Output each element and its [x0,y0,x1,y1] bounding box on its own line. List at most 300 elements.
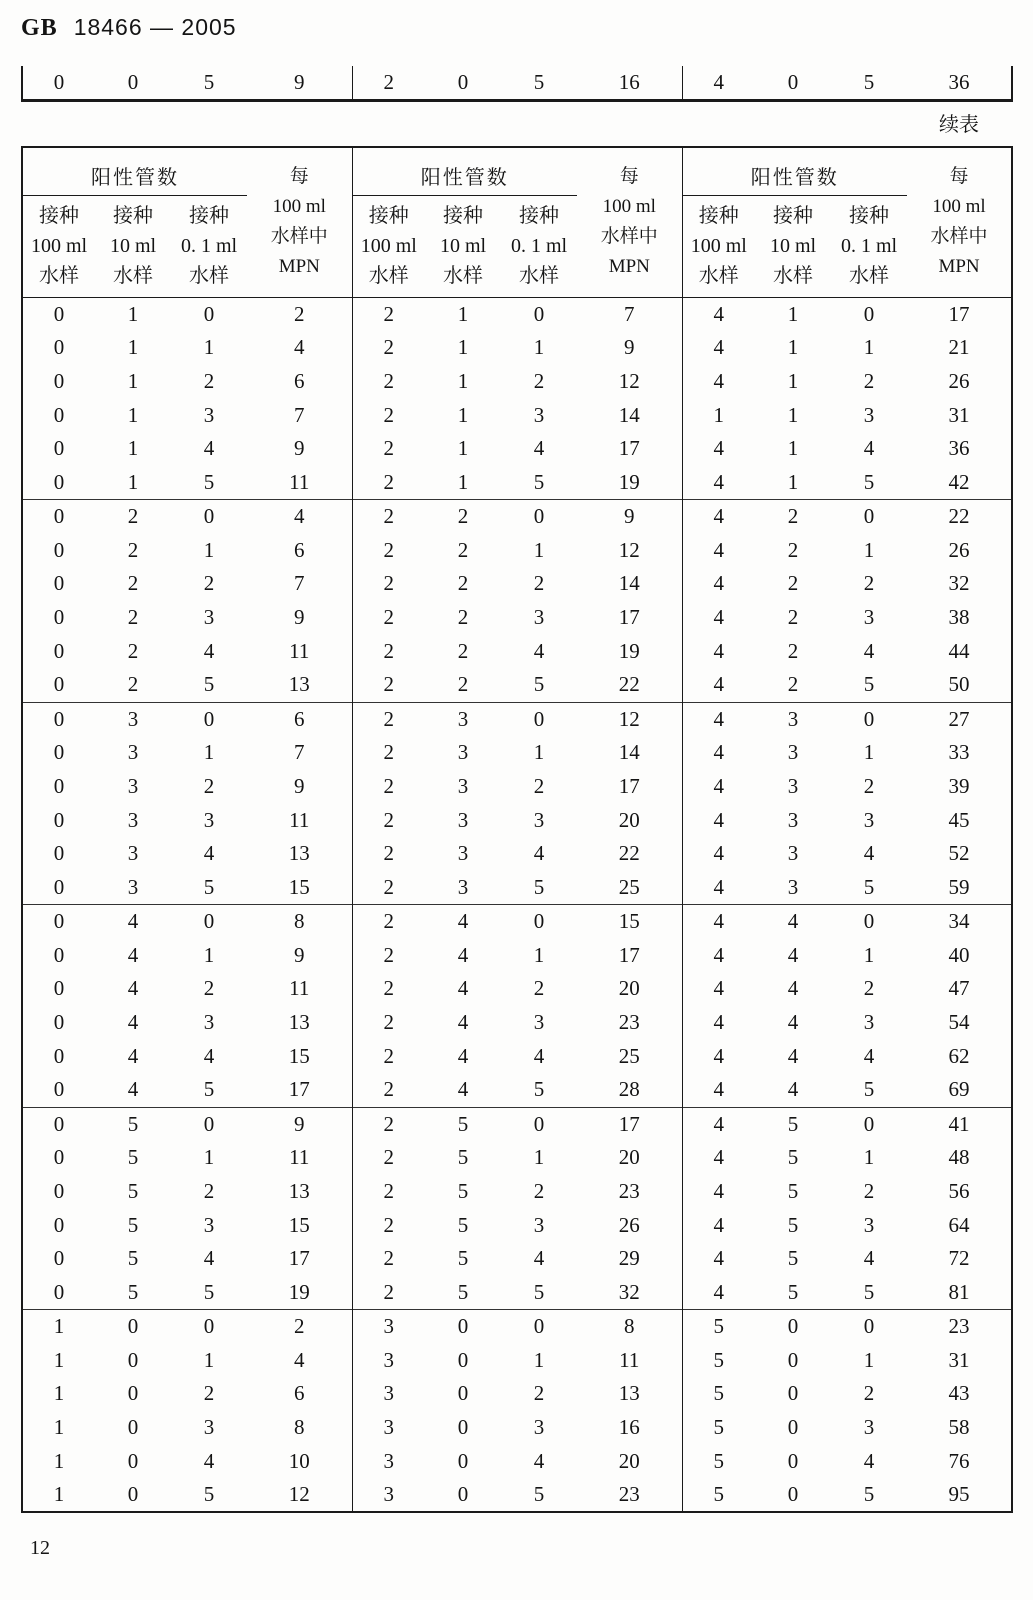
table-cell: 0 [457,1448,469,1473]
table-cell: 5 [863,874,875,899]
table-cell: 3 [352,1343,425,1377]
table-cell: 6 [294,1381,305,1406]
table-cell: 5 [787,1212,799,1237]
table-cell: 4 [682,1242,755,1276]
table-cell: 4 [203,841,215,866]
table-cell: 4 [203,1043,215,1068]
subcol-header-line: 水样 [113,265,153,287]
table-cell: 3 [533,1010,545,1035]
table-cell: 5 [203,1077,215,1102]
table-cell: 2 [533,773,545,798]
table-cell: 2 [352,1006,425,1040]
table-row [22,1107,1012,1141]
table-cell: 2 [127,537,139,562]
table-cell: 19 [618,638,640,663]
table-cell: 20 [618,1145,640,1170]
table-cell: 0 [53,976,65,1001]
table-cell: 4 [682,1040,755,1074]
table-cell: 0 [755,66,831,100]
table-cell: 4 [294,335,305,360]
table-cell: 3 [457,740,469,765]
table-cell: 1 [533,1347,545,1372]
table-row [22,1343,1012,1377]
table-row [22,601,1012,635]
table-cell: 3 [787,874,799,899]
table-cell: 2 [203,1381,215,1406]
header-row-subcolumns [22,195,1012,297]
table-cell: 27 [907,702,1012,736]
table-cell: 5 [457,1279,469,1304]
table-cell: 22 [618,841,640,866]
table-cell: 0 [831,500,907,534]
table-cell: 9 [294,773,305,798]
table-cell: 0 [53,740,65,765]
table-cell: 5 [533,672,545,697]
table-cell: 22 [618,672,640,697]
table-cell: 0 [53,807,65,832]
table-cell: 1 [203,1145,215,1170]
table-cell: 5 [457,1246,469,1271]
table-cell: 5 [863,1077,875,1102]
table-cell: 2 [457,638,469,663]
subcol-header-line: 接种 [189,205,230,227]
page-number: 12 [30,1537,50,1559]
table-cell: 2 [425,500,501,534]
table-cell: 1 [203,537,215,562]
table-cell: 25 [618,1043,640,1068]
table-cell: 5 [203,672,215,697]
table-cell: 0 [831,1310,907,1344]
table-cell: 42 [948,469,970,494]
table-cell: 0 [53,1043,65,1068]
table-cell: 3 [787,740,799,765]
inoculate-100ml-header [22,195,95,297]
table-cell: 4 [203,1246,215,1271]
table-cell: 6 [294,537,305,562]
table-cell: 20 [618,976,640,1001]
mpn-header-line: MPN [608,256,650,278]
table-cell: 5 [501,66,577,100]
subcol-header-line: 10 ml [769,235,817,257]
subcol-header-line: 100 ml [690,235,747,257]
table-cell: 4 [682,466,755,500]
table-cell: 1 [863,1347,875,1372]
table-cell: 9 [247,1107,352,1141]
table-cell: 5 [863,1482,875,1507]
table-cell: 4 [682,500,755,534]
table-cell: 0 [53,571,65,596]
table-cell: 2 [352,500,425,534]
table-cell: 5 [682,1445,755,1479]
table-cell: 1 [863,537,875,562]
table-cell: 4 [682,1006,755,1040]
table-cell: 0 [787,1381,799,1406]
table-cell: 0 [831,905,907,939]
table-cell: 5 [457,1212,469,1237]
table-cell: 4 [682,331,755,365]
table-row [22,500,1012,534]
table-cell: 2 [533,976,545,1001]
table-cell: 4 [127,1043,139,1068]
table-cell: 25 [618,874,640,899]
table-cell: 4 [682,770,755,804]
table-row [22,1411,1012,1445]
table-cell: 2 [203,976,215,1001]
table-cell: 4 [247,500,352,534]
carryover-row [22,66,1012,100]
table-cell: 5 [682,1310,755,1344]
table-row [22,635,1012,669]
table-cell: 3 [352,1411,425,1445]
table-cell: 11 [619,1347,640,1372]
table-cell: 26 [948,368,970,393]
subcol-header-line: 100 ml [360,235,417,257]
mpn-header-line: 每 [289,166,309,188]
table-cell: 16 [577,66,682,100]
table-cell: 2 [787,605,799,630]
table-cell: 2 [247,1310,352,1344]
table-cell: 1 [127,469,139,494]
table-cell: 3 [352,1478,425,1512]
table-cell: 3 [95,702,171,736]
subcol-header-line: 接种 [39,205,79,227]
table-cell: 2 [352,871,425,905]
table-cell: 4 [457,1077,469,1102]
table-cell: 54 [948,1010,970,1035]
table-cell: 3 [755,702,831,736]
mpn-header-line: 水样中 [270,226,328,248]
table-cell: 38 [948,605,970,630]
table-cell: 2 [457,672,469,697]
table-cell: 1 [53,1381,65,1406]
table-cell: 4 [787,1077,799,1102]
table-cell: 13 [288,1010,310,1035]
table-cell: 0 [53,638,65,663]
table-cell: 2 [203,773,215,798]
table-cell: 3 [457,874,469,899]
table-cell: 3 [863,1212,875,1237]
table-cell: 0 [787,1448,799,1473]
table-row [22,1208,1012,1242]
table-cell: 2 [352,601,425,635]
table-cell: 62 [948,1043,970,1068]
table-cell: 3 [203,807,215,832]
table-cell: 2 [352,1242,425,1276]
table-cell: 3 [533,402,545,427]
table-cell: 4 [682,66,755,100]
table-cell: 0 [53,1246,65,1271]
table-cell: 0 [425,1310,501,1344]
subcol-header-line: 接种 [443,205,484,227]
table-cell: 3 [127,874,139,899]
table-cell: 0 [457,1347,469,1372]
table-row [22,972,1012,1006]
table-cell: 0 [53,874,65,899]
table-cell: 2 [352,1141,425,1175]
table-cell: 1 [533,537,545,562]
table-cell: 2 [247,297,352,331]
table-cell: 4 [682,567,755,601]
table-row [22,466,1012,500]
table-cell: 0 [501,1107,577,1141]
table-cell: 58 [948,1415,970,1440]
table-cell: 6 [247,702,352,736]
table-cell: 7 [294,402,305,427]
table-cell: 1 [682,398,755,432]
table-cell: 5 [682,1343,755,1377]
table-cell: 5 [203,1482,215,1507]
table-cell: 4 [863,841,875,866]
table-cell: 0 [831,702,907,736]
table-cell: 4 [682,365,755,399]
table-cell: 4 [863,1448,875,1473]
table-cell: 0 [171,905,247,939]
table-cell: 3 [787,841,799,866]
table-cell: 3 [787,773,799,798]
table-cell: 0 [53,402,65,427]
table-cell: 4 [682,601,755,635]
table-cell: 4 [294,1347,305,1372]
table-cell: 5 [682,1377,755,1411]
table-cell: 0 [457,1415,469,1440]
positive-tubes-header: 阳性管数 [22,147,247,195]
table-cell: 4 [682,432,755,466]
table-cell: 2 [352,938,425,972]
table-cell: 44 [948,638,970,663]
table-cell: 7 [577,297,682,331]
table-row [22,938,1012,972]
table-cell: 0 [457,1381,469,1406]
table-row [22,1040,1012,1074]
table-cell: 0 [22,500,95,534]
mpn-header-line: MPN [278,256,320,278]
table-cell: 0 [127,1482,139,1507]
table-cell: 19 [618,469,640,494]
table-cell: 2 [352,770,425,804]
table-cell: 2 [352,635,425,669]
table-cell: 4 [682,635,755,669]
table-cell: 4 [425,905,501,939]
positive-tubes-header: 阳性管数 [352,147,577,195]
table-cell: 64 [948,1212,970,1237]
table-row [22,905,1012,939]
table-cell: 9 [624,335,635,360]
table-cell: 3 [352,1445,425,1479]
table-cell: 16 [618,1415,640,1440]
table-cell: 0 [22,297,95,331]
table-cell: 2 [352,365,425,399]
table-cell: 15 [577,905,682,939]
table-cell: 31 [948,402,970,427]
inoculate-0p1ml-header [831,195,907,297]
table-cell: 5 [533,1482,545,1507]
subcol-header-line: 100 ml [30,235,88,257]
subcol-header-line: 接种 [113,205,153,227]
table-cell: 0 [95,66,171,100]
table-cell: 3 [457,773,469,798]
inoculate-0p1ml-header [171,195,247,297]
table-cell: 22 [907,500,1012,534]
table-cell: 4 [533,436,545,461]
table-cell: 0 [53,1145,65,1170]
table-cell: 5 [787,1279,799,1304]
table-cell: 3 [533,605,545,630]
table-cell: 2 [352,1073,425,1107]
table-cell: 2 [352,1208,425,1242]
table-cell: 2 [352,702,425,736]
table-cell: 4 [682,1208,755,1242]
table-cell: 5 [533,1077,545,1102]
table-cell: 0 [127,1347,139,1372]
table-cell: 0 [53,1212,65,1237]
table-cell: 47 [948,976,970,1001]
table-cell: 5 [95,1107,171,1141]
table-cell: 13 [288,841,310,866]
table-cell: 31 [948,1347,970,1372]
table-cell: 95 [948,1482,970,1507]
table-row [22,297,1012,331]
table-cell: 4 [682,297,755,331]
table-cell: 3 [127,740,139,765]
table-cell: 4 [127,1077,139,1102]
table-cell: 5 [127,1212,139,1237]
table-cell: 3 [863,807,875,832]
table-cell: 1 [457,469,469,494]
table-cell: 0 [501,702,577,736]
table-cell: 1 [787,368,799,393]
table-cell: 14 [618,740,640,765]
table-cell: 5 [203,469,215,494]
table-cell: 2 [352,331,425,365]
table-cell: 2 [863,1381,875,1406]
mpn-header-line: 水样中 [930,226,988,248]
table-cell: 2 [127,605,139,630]
table-cell: 5 [203,1279,215,1304]
table-row [22,803,1012,837]
table-cell: 3 [203,1010,215,1035]
table-cell: 12 [618,537,640,562]
table-cell: 5 [533,469,545,494]
table-cell: 2 [352,66,425,100]
subcol-header-line: 水样 [773,265,814,287]
inoculate-100ml-header [682,195,755,297]
table-cell: 33 [948,740,970,765]
subcol-header-line: 接种 [698,205,739,227]
table-cell: 39 [948,773,970,798]
table-cell: 4 [682,702,755,736]
table-cell: 1 [457,436,469,461]
table-cell: 23 [907,1310,1012,1344]
table-cell: 4 [682,736,755,770]
table-cell: 76 [948,1448,970,1473]
table-row [22,1478,1012,1512]
table-cell: 4 [533,1043,545,1068]
table-cell: 48 [948,1145,970,1170]
mpn-header-line: 每 [619,166,639,188]
table-cell: 5 [863,469,875,494]
mpn-per-100ml-header [247,147,352,297]
table-cell: 0 [53,942,65,967]
table-cell: 2 [352,533,425,567]
table-cell: 3 [127,841,139,866]
table-cell: 3 [127,807,139,832]
table-cell: 4 [863,436,875,461]
table-cell: 69 [948,1077,970,1102]
table-cell: 3 [425,702,501,736]
table-cell: 1 [533,335,545,360]
table-cell: 0 [53,469,65,494]
table-cell: 1 [53,1482,65,1507]
mpn-header-line: 100 ml [932,196,986,218]
table-cell: 4 [682,972,755,1006]
table-cell: 1 [787,335,799,360]
table-cell: 2 [457,571,469,596]
table-cell: 19 [288,1279,310,1304]
table-cell: 1 [203,942,215,967]
table-cell: 4 [682,1073,755,1107]
table-cell: 1 [127,436,139,461]
table-cell: 3 [203,1212,215,1237]
table-cell: 2 [352,668,425,702]
table-cell: 3 [203,1415,215,1440]
table-cell: 1 [127,368,139,393]
subcol-header-line: 水样 [443,265,484,287]
table-cell: 36 [907,66,1012,100]
table-cell: 2 [352,736,425,770]
inoculate-0p1ml-header [501,195,577,297]
table-cell: 2 [863,976,875,1001]
table-row [22,398,1012,432]
table-cell: 0 [53,841,65,866]
table-cell: 11 [289,638,310,663]
table-cell: 45 [948,807,970,832]
table-cell: 8 [577,1310,682,1344]
table-cell: 5 [457,1178,469,1203]
table-cell: 2 [352,1107,425,1141]
table-cell: 17 [618,773,640,798]
table-cell: 1 [203,1347,215,1372]
table-cell: 1 [95,297,171,331]
table-row [22,1073,1012,1107]
inoculate-10ml-header [755,195,831,297]
table-cell: 5 [787,1178,799,1203]
table-cell: 3 [203,605,215,630]
table-row [22,702,1012,736]
table-cell: 43 [948,1381,970,1406]
table-cell: 5 [127,1279,139,1304]
table-cell: 4 [682,533,755,567]
table-cell: 13 [618,1381,640,1406]
table-cell: 0 [127,1448,139,1473]
table-cell: 3 [863,402,875,427]
table-cell: 7 [294,740,305,765]
table-cell: 59 [948,874,970,899]
table-cell: 12 [577,702,682,736]
table-cell: 0 [22,702,95,736]
table-row [22,1276,1012,1310]
table-cell: 23 [618,1010,640,1035]
table-cell: 2 [787,672,799,697]
table-cell: 26 [618,1212,640,1237]
table-cell: 2 [352,398,425,432]
table-row [22,1377,1012,1411]
table-cell: 10 [288,1448,310,1473]
table-cell: 0 [787,1347,799,1372]
table-cell: 3 [203,402,215,427]
table-cell: 0 [53,436,65,461]
table-cell: 2 [352,837,425,871]
table-cell: 4 [203,638,215,663]
